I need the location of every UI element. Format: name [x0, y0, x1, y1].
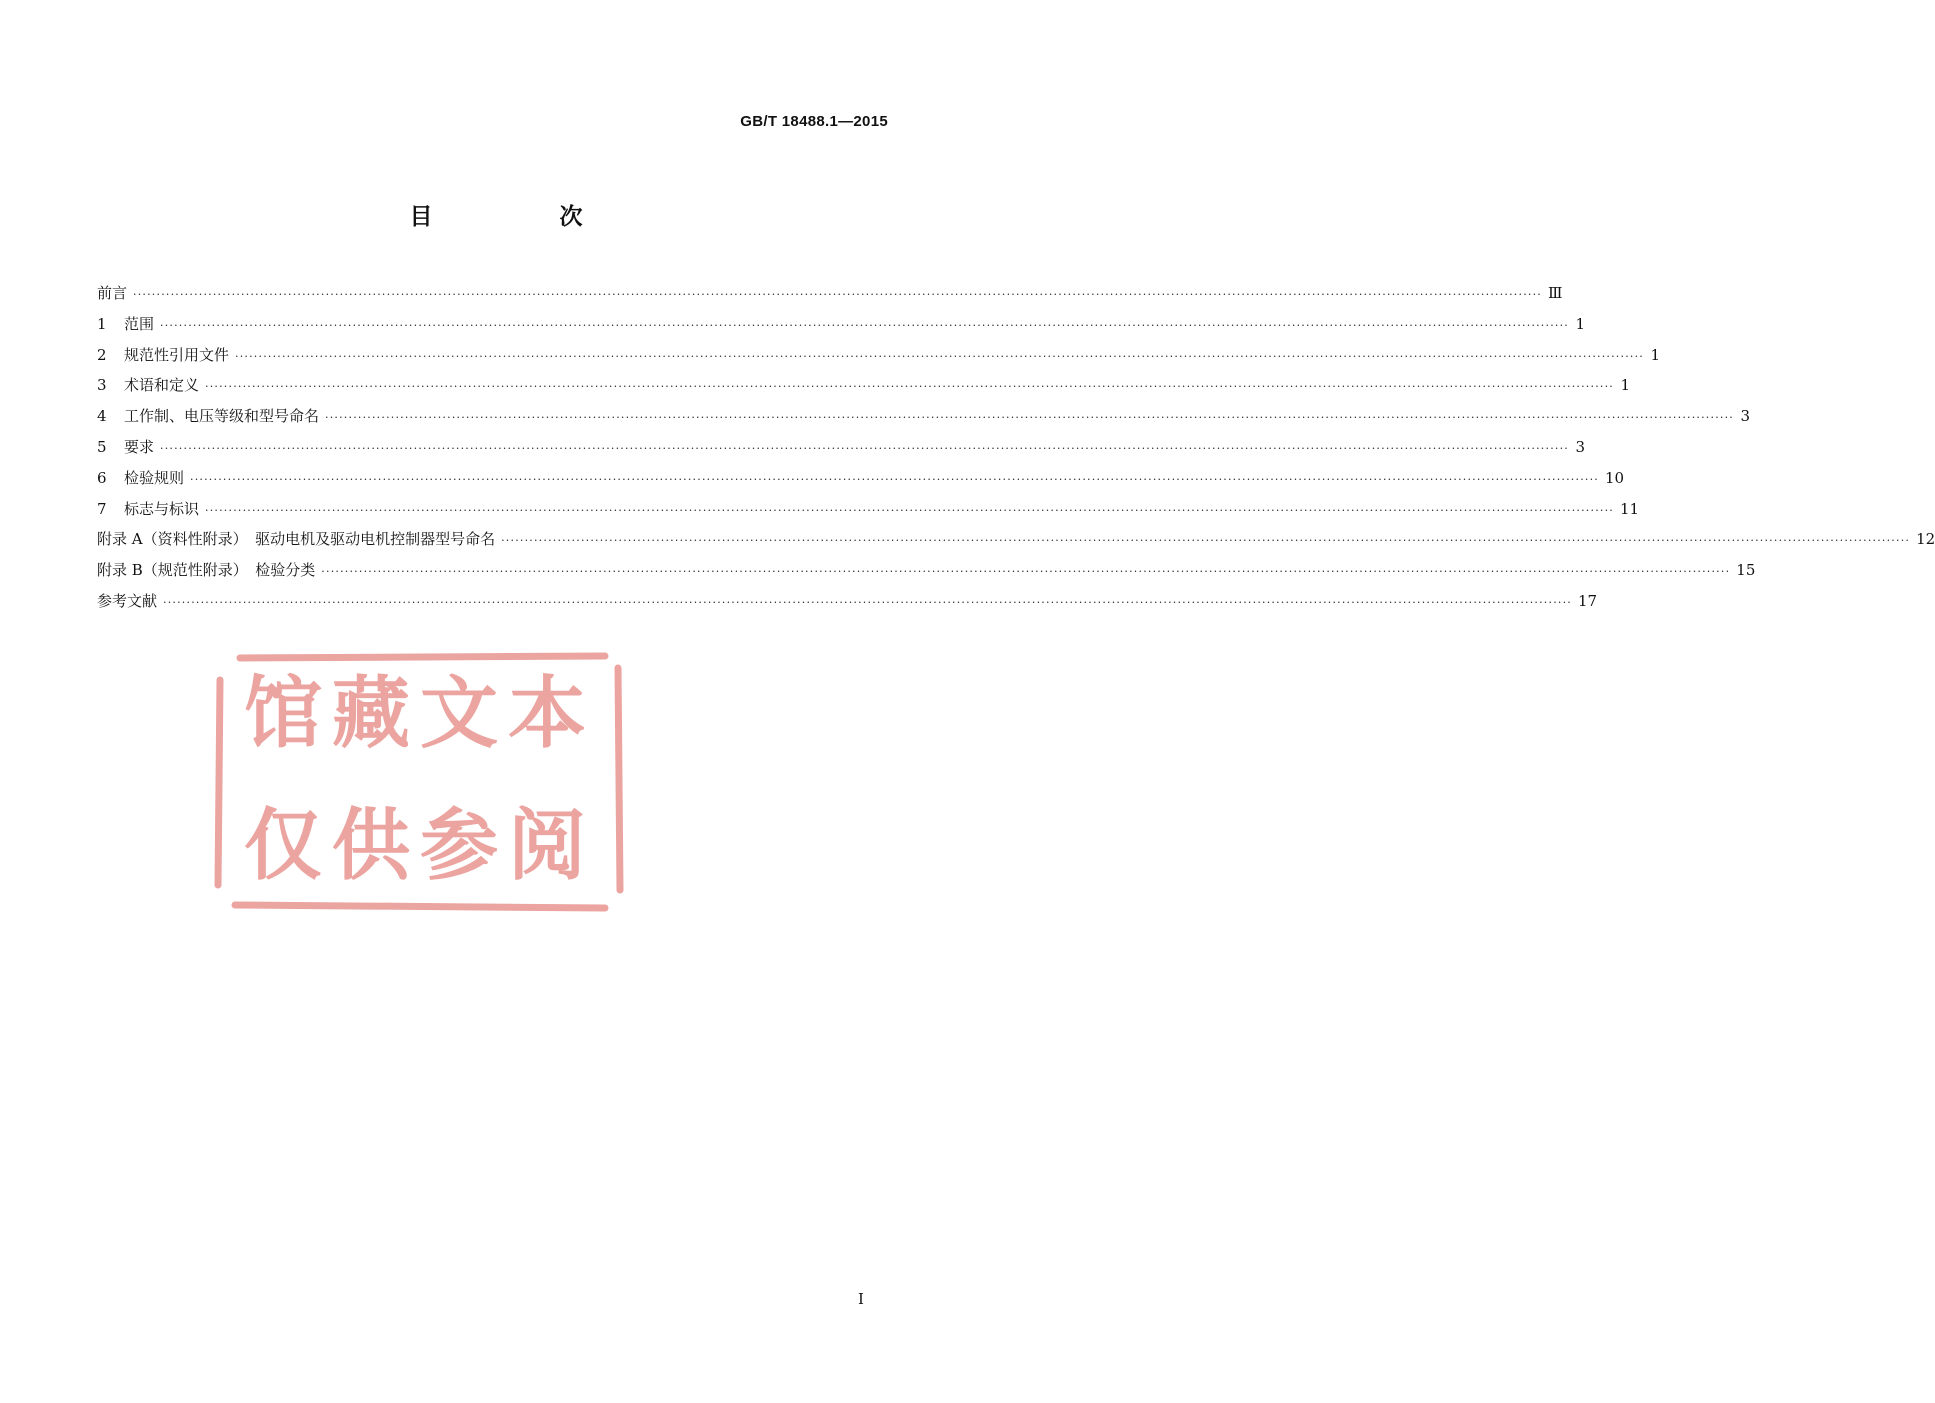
toc-entry-page: 1	[1575, 314, 1585, 333]
table-of-contents	[97, 281, 1935, 620]
toc-entry-page: 17	[1578, 591, 1598, 610]
toc-entry-label: 工作制、电压等级和型号命名	[124, 407, 320, 426]
stamp-text-line2: 仅供参阅	[243, 801, 597, 891]
toc-entry-label: 参考文献	[97, 591, 158, 610]
toc-entry-page: 15	[1736, 561, 1756, 580]
library-stamp	[210, 650, 630, 915]
toc-entry-label: 要求	[124, 437, 155, 456]
toc-dot-leader: ············································································································································································································································································································	[163, 595, 1572, 609]
toc-entry-label: 前言	[97, 284, 128, 302]
stamp-text-line1: 馆藏文本	[243, 669, 597, 759]
toc-entry-label: 附录 A（资料性附录） 驱动电机及驱动电机控制器型号命名	[97, 530, 496, 549]
toc-entry-number: 4	[97, 407, 107, 426]
toc-entry[interactable]	[97, 312, 1585, 343]
toc-dot-leader: ············································································································································································································································································································	[321, 565, 1731, 579]
toc-entry-label: 规范性引用文件	[124, 345, 230, 364]
toc-dot-leader: ············································································································································································································································································································	[133, 288, 1542, 301]
toc-entry[interactable]	[97, 343, 1660, 374]
toc-dot-leader: ············································································································································································································································································································	[190, 472, 1599, 486]
toc-entry-number: 5	[97, 437, 107, 456]
toc-entry-page: 11	[1620, 499, 1640, 518]
toc-entry[interactable]	[97, 527, 1935, 558]
toc-entry[interactable]	[97, 558, 1756, 589]
toc-dot-leader: ············································································································································································································································································································	[325, 411, 1734, 425]
toc-entry-number: 1	[97, 314, 107, 333]
toc-entry-page: 1	[1620, 376, 1630, 395]
toc-entry-label: 范围	[124, 314, 155, 333]
toc-entry[interactable]	[97, 497, 1640, 528]
toc-entry-label: 标志与标识	[124, 499, 200, 518]
toc-entry-page: 10	[1605, 468, 1625, 487]
toc-dot-leader: ············································································································································································································································································································	[205, 380, 1614, 394]
toc-dot-leader: ············································································································································································································································································································	[205, 503, 1614, 517]
standard-number: GB/T 18488.1—2015	[740, 113, 888, 130]
toc-entry-label: 检验规则	[124, 468, 185, 487]
toc-entry[interactable]	[97, 404, 1750, 435]
toc-entry[interactable]	[97, 373, 1630, 404]
toc-entry[interactable]	[97, 589, 1598, 620]
page-title: 目 次	[409, 204, 635, 230]
toc-entry-page: 1	[1650, 345, 1660, 364]
toc-entry-number: 3	[97, 376, 107, 395]
toc-dot-leader: ············································································································································································································································································································	[160, 441, 1569, 455]
toc-entry[interactable]	[97, 281, 1563, 312]
toc-entry-number: 2	[97, 345, 107, 364]
toc-entry-label: 附录 B（规范性附录） 检验分类	[97, 561, 316, 580]
toc-entry-label: 术语和定义	[124, 376, 200, 395]
toc-entry-number: 7	[97, 499, 107, 518]
toc-dot-leader: ············································································································································································································································································································	[235, 349, 1644, 363]
toc-entry-page: Ⅲ	[1548, 284, 1563, 302]
toc-entry-number: 6	[97, 468, 107, 487]
toc-entry-page: 3	[1740, 407, 1750, 426]
toc-entry[interactable]	[97, 466, 1625, 497]
toc-entry[interactable]	[97, 435, 1585, 466]
toc-entry-page: 3	[1575, 437, 1585, 456]
page-number: Ⅰ	[858, 1290, 864, 1308]
toc-entry-page: 12	[1916, 530, 1935, 549]
toc-dot-leader: ············································································································································································································································································································	[501, 534, 1911, 548]
toc-dot-leader: ············································································································································································································································································································	[160, 318, 1569, 332]
